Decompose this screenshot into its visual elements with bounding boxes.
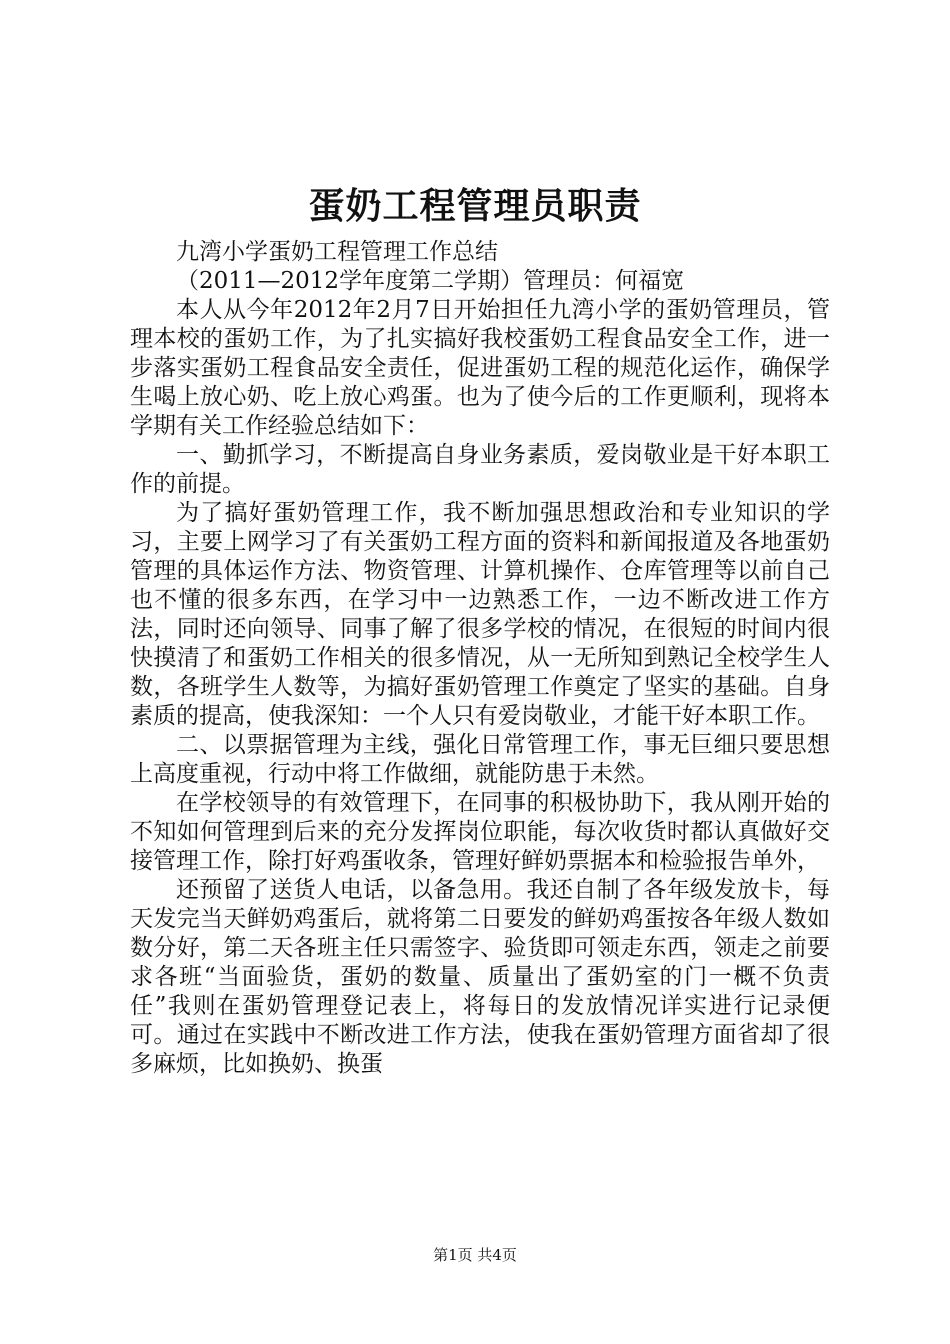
paragraph: 在学校领导的有效管理下，在同事的积极协助下，我从刚开始的不知如何管理到后来的充分发挥岗位职能，每次收货时都认真做好交接管理工作，除打好鸡蛋收条，管理好鲜奶票据本和检验报告单外，: [130, 790, 830, 874]
page-footer: 第1页 共4页: [433, 1246, 517, 1264]
paragraph: 一、勤抓学习，不断提高自身业务素质，爱岗敬业是干好本职工作的前提。: [130, 442, 830, 497]
paragraph: 九湾小学蛋奶工程管理工作总结: [176, 239, 498, 265]
paragraph: （2011—2012学年度第二学期）管理员：何福宽: [176, 268, 685, 294]
paragraph: 本人从今年2012年2月7日开始担任九湾小学的蛋奶管理员，管理本校的蛋奶工作，为了扎实搞好我校蛋奶工程食品安全工作，进一步落实蛋奶工程食品安全责任，促进蛋奶工程的规范化运作，确保学生喝上放心奶、吃上放心鸡蛋。也为了使今后的工作更顺利，现将本学期有关工作经验总结如下：: [130, 297, 830, 439]
paragraph: 为了搞好蛋奶管理工作，我不断加强思想政治和专业知识的学习，主要上网学习了有关蛋奶工程方面的资料和新闻报道及各地蛋奶管理的具体运作方法、物资管理、计算机操作、仓库管理等以前自己也不懂的很多东西，在学习中一边熟悉工作，一边不断改进工作方法，同时还向领导、同事了解了很多学校的情况，在很短的时间内很快摸清了和蛋奶工作相关的很多情况，从一无所知到熟记全校学生人数，各班学生人数等，为搞好蛋奶管理工作奠定了坚实的基础。自身素质的提高，使我深知：一个人只有爱岗敬业，才能干好本职工作。: [130, 500, 830, 729]
paragraph: 二、以票据管理为主线，强化日常管理工作，事无巨细只要思想上高度重视，行动中将工作做细，就能防患于未然。: [130, 732, 830, 787]
document-body: [130, 238, 830, 1079]
paragraph: 还预留了送货人电话，以备急用。我还自制了各年级发放卡，每天发完当天鲜奶鸡蛋后，就将第二日要发的鲜奶鸡蛋按各年级人数如数分好，第二天各班主任只需签字、验货即可领走东西，领走之前要求各班“当面验货，蛋奶的数量、质量出了蛋奶室的门一概不负责任”我则在蛋奶管理登记表上，将每日的发放情况详实进行记录便可。通过在实践中不断改进工作方法，使我在蛋奶管理方面省却了很多麻烦，比如换奶、换蛋: [130, 877, 830, 1077]
document-title: 蛋奶工程管理员职责: [308, 185, 642, 227]
